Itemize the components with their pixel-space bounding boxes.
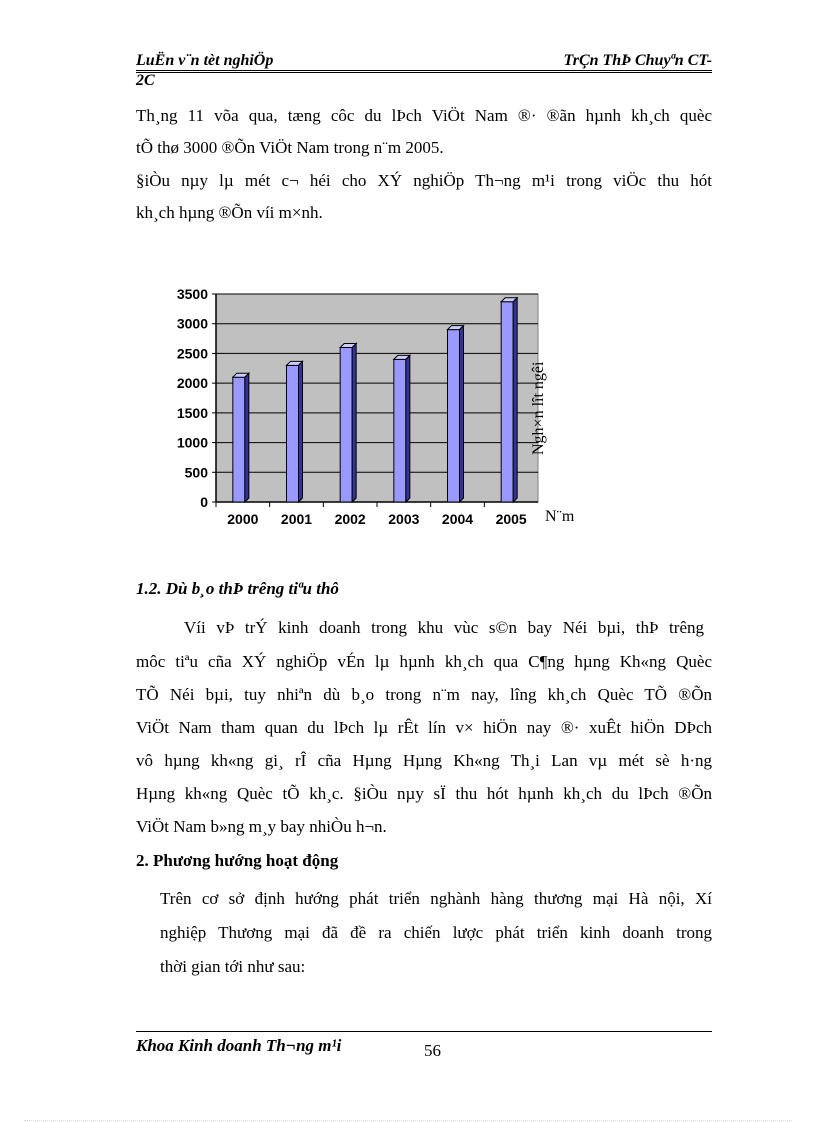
intro-line-2: tÕ thø 3000 ®Õn ViÖt Nam trong n¨m 2005. [136,138,444,157]
section-1-2-title: 1.2. Dù b¸o thÞ trêng tiªu thô [136,579,339,598]
chart-x-tick-label: 2002 [334,511,366,527]
section-1-2-line-1: Víi vÞ trÝ kinh doanh trong khu vùc s©n bay Néi bµi, thÞ trêng [184,618,704,637]
section-1-2-line-5: vô hµng kh«ng gi¸ rÎ cña Hµng Hµng Kh«ng Th¸i Lan vµ mét sè h·ng [136,751,712,770]
section-1-2-line-4: ViÖt Nam tham quan du lÞch lµ rÊt lín v× hiÖn nay ®· xuÊt hiÖn DÞch [136,718,712,737]
header-left: LuËn v¨n tèt nghiÖp [136,52,274,69]
chart-x-tick-label: 2003 [388,511,420,527]
header-right: TrÇn ThÞ Chuyªn CT- [563,52,712,69]
page-number: 56 [424,1041,441,1060]
section-1-2-line-6: Hµng kh«ng Quèc tÕ kh¸c. §iÒu nµy sÏ thu hót hµnh kh¸ch du lÞch ®Õn [136,784,712,803]
section-1-2-line-2: môc tiªu cña XÝ nghiÖp vÉn lµ hµnh kh¸ch qua C¶ng hµng Kh«ng Quèc [136,652,712,671]
chart-plot-area [216,294,538,502]
chart-y-tick-label: 0 [200,494,208,510]
header-rule [136,70,712,73]
chart-bar [233,377,245,502]
section-1-2-line-3: TÕ Néi bµi, tuy nhiªn dù b¸o trong n¨m nay, lîng kh¸ch Quèc TÕ ®Õn [136,685,712,704]
section-2-line-2: nghiệp Thương mại đã đề ra chiến lược phát triển kinh doanh trong [160,923,712,942]
chart-bar [394,359,406,502]
chart-bar [501,302,513,502]
footer-left: Khoa Kinh doanh Th¬ng m¹i [136,1036,342,1055]
chart-bar-side [406,355,410,502]
chart-x-tick-label: 2004 [441,511,474,527]
section-1-2-line-7: ViÖt Nam b»ng m¸y bay nhiÒu h¬n. [136,817,387,836]
intro-line-4: kh¸ch hµng ®Õn víi m×nh. [136,203,323,222]
chart-x-axis-label: N¨m [545,508,575,525]
chart-y-tick-label: 3500 [176,286,208,302]
chart-y-tick-label: 2500 [176,345,208,362]
chart-x-tick-label: 2001 [280,511,313,527]
chart-y-axis-label: Ngh×n lît ngêi [530,361,547,455]
page-bottom-dotted-edge [24,1120,792,1121]
chart-y-tick-label: 1500 [176,404,208,421]
chart-bar [448,330,460,502]
chart-bar-side [513,298,517,502]
chart-y-tick-label: 500 [184,464,208,481]
chart-bar [340,347,352,502]
section-2-title: 2. Phương hướng hoạt động [136,851,339,870]
chart-x-tick-label: 2005 [495,511,527,527]
footer-rule [136,1031,712,1032]
chart-bar-side [460,326,464,502]
section-2-line-3: thời gian tới như sau: [160,957,306,976]
chart-y-tick-label: 1000 [176,434,208,451]
chart-bar-side [245,373,249,502]
chart-bar-side [299,361,303,502]
intro-line-3: §iÒu nµy lµ mét c¬ héi cho XÝ nghiÖp Th¬ng m¹i trong viÖc thu hót [136,171,712,190]
chart-bar [287,365,299,502]
chart-y-tick-label: 3000 [176,315,208,332]
section-2-line-1: Trên cơ sở định hướng phát triển nghành hàng thương mại Hà nội, Xí [160,889,712,908]
chart-bar-side [352,343,356,502]
intro-line-1: Th¸ng 11 võa qua, tæng côc du lÞch ViÖt Nam ®· ®ãn hµnh kh¸ch quèc [136,106,712,125]
header-right-continuation: 2C [136,72,155,89]
chart-y-tick-label: 2000 [176,375,208,392]
chart-x-tick-label: 2000 [227,511,259,527]
